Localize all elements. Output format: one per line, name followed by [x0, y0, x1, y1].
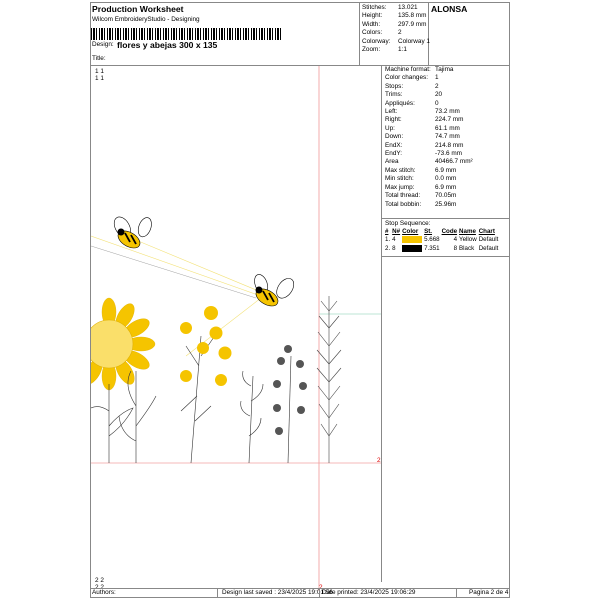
- worksheet-title: Production Worksheet: [92, 4, 184, 14]
- barcode: [91, 28, 283, 40]
- detail-row: Max jump: 6.9 mm: [385, 183, 457, 191]
- detail-row: Color changes: 1: [385, 74, 439, 82]
- worksheet: [90, 2, 510, 598]
- stop-sequence-row: 2. 8 7.351 8 Black Default: [385, 244, 499, 252]
- marker-top-1b: 1 1: [95, 75, 104, 82]
- summary-row: Height: 135.8 mm: [362, 12, 427, 20]
- marker-right-2: 2: [377, 457, 381, 464]
- bee-1: [111, 214, 154, 251]
- bee-2: [252, 273, 297, 310]
- sunflower: [91, 298, 155, 390]
- marker-bottom-2a: 2 2: [95, 577, 104, 584]
- detail-row: Left: 73.2 mm: [385, 108, 460, 116]
- detail-row: Appliqués: 0: [385, 99, 439, 107]
- detail-row: Total thread: 70.05m: [385, 192, 457, 200]
- detail-row: Total bobbin: 25.96m: [385, 200, 457, 208]
- color-swatch-black: [402, 245, 422, 252]
- footer-page: Pagina 2 de 4: [469, 589, 509, 596]
- marker-bottom-2b: 2 2: [95, 584, 104, 591]
- stop-sequence-title: Stop Sequence:: [385, 220, 431, 227]
- footer-design-saved: Design last saved : 23/4/2025 19:01:56: [222, 589, 333, 596]
- summary-row: Colorway: Colorway 1: [362, 37, 430, 45]
- details-panel: [385, 66, 473, 209]
- detail-row: Right: 224.7 mm: [385, 116, 464, 124]
- detail-row: Min stitch: 0.0 mm: [385, 175, 457, 183]
- summary-row: Stitches: 13.021: [362, 4, 418, 11]
- design-label: Design:: [92, 41, 114, 48]
- yellow-dot-plant: [180, 306, 232, 463]
- detail-row: Machine format: Tajima: [385, 66, 454, 73]
- summary-row: Zoom: 1:1: [362, 46, 407, 54]
- detail-row: Max stitch: 6.9 mm: [385, 166, 457, 174]
- berry-plant: [273, 345, 307, 463]
- detail-row: Trims: 20: [385, 91, 443, 99]
- marker-bottom-mid-2: 2: [319, 584, 323, 591]
- marker-top-1a: 1 1: [95, 68, 104, 75]
- design-name: flores y abejas 300 x 135: [117, 40, 218, 50]
- design-preview: [91, 66, 381, 591]
- detail-row: Down: 74.7 mm: [385, 133, 460, 141]
- detail-row: Up: 61.1 mm: [385, 124, 460, 132]
- detail-row: EndY: -73.6 mm: [385, 150, 462, 158]
- stop-sequence-table: [385, 228, 500, 253]
- stop-sequence-header: # N# Color St. Code Name Chart: [385, 228, 495, 235]
- fern: [317, 296, 341, 463]
- footer-authors: Authors:: [92, 589, 116, 596]
- footer-date-printed: Date printed: 23/4/2025 19:06:29: [322, 589, 416, 596]
- summary-block: [362, 4, 430, 54]
- detail-row: Area 40466.7 mm²: [385, 158, 473, 166]
- summary-row: Colors: 2: [362, 29, 402, 37]
- detail-row: EndX: 214.8 mm: [385, 141, 464, 149]
- color-swatch-yellow: [402, 236, 422, 243]
- worksheet-subtitle: Wilcom EmbroideryStudio - Designing: [92, 16, 200, 23]
- summary-row: Width: 297.9 mm: [362, 20, 427, 28]
- title-label: Title:: [92, 55, 106, 62]
- stop-sequence-row: 1. 4 5.668 4 Yellow Default: [385, 236, 499, 244]
- customer-name: ALONSA: [431, 4, 468, 14]
- detail-row: Stops: 2: [385, 82, 439, 90]
